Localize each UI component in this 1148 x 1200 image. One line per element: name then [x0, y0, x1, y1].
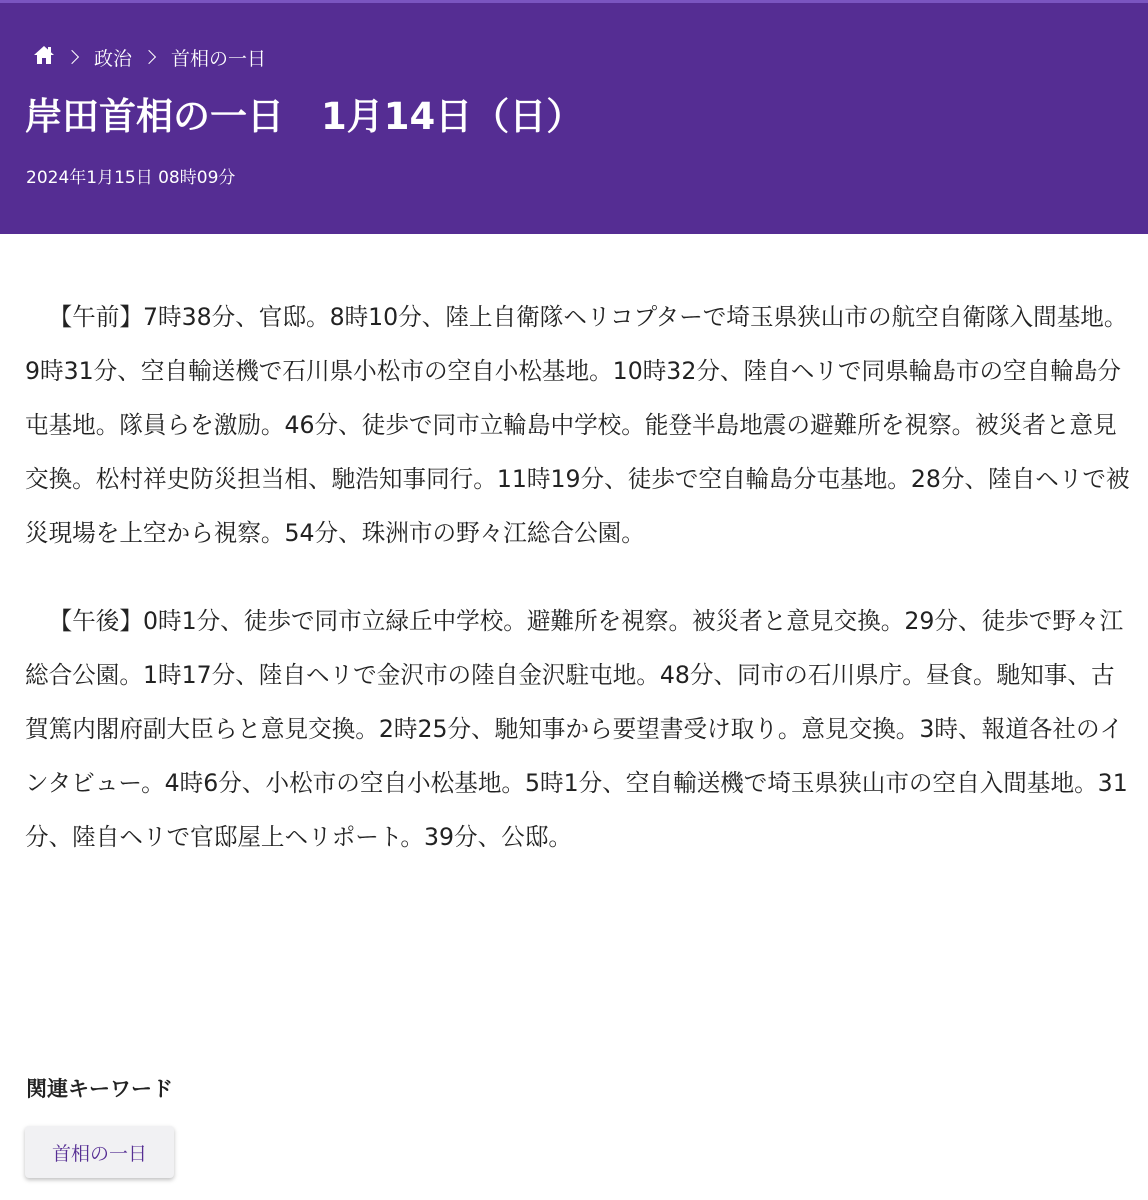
breadcrumb-item-politics[interactable]: 政治: [94, 47, 133, 70]
home-icon: [33, 45, 55, 65]
article-header: [0, 0, 1148, 234]
article-paragraph-afternoon: 【午後】0時1分、徒歩で同市立緑丘中学校。避難所を視察。被災者と意見交換。29分、徒歩で野々江総合公園。1時17分、陸自ヘリで金沢市の陸自金沢駐屯地。48分、同市の石川県庁。昼食。馳知事、古賀篤内閣府副大臣らと意見交換。2時25分、馳知事から要望書受け取り。意見交換。3時、報道各社のインタビュー。4時6分、小松市の空自小松基地。5時1分、空自輸送機で埼玉県狭山市の空自入間基地。31分、陸自ヘリで官邸屋上ヘリポート。39分、公邸。: [25, 607, 1128, 851]
article-paragraph-morning: 【午前】7時38分、官邸。8時10分、陸上自衛隊ヘリコプターで埼玉県狭山市の航空自衛隊入間基地。9時31分、空自輸送機で石川県小松市の空自小松基地。10時32分、陸自ヘリで同県輪島市の空自輪島分屯基地。隊員らを激励。46分、徒歩で同市立輪島中学校。能登半島地震の避難所を視察。被災者と意見交換。松村祥史防災担当相、馳浩知事同行。11時19分、徒歩で空自輪島分屯基地。28分、陸自ヘリで被災現場を上空から視察。54分、珠洲市の野々江総合公園。: [25, 303, 1130, 547]
breadcrumb: [33, 43, 266, 71]
chevron-right-icon: [65, 50, 79, 64]
breadcrumb-home[interactable]: [33, 45, 55, 70]
keyword-tag-pm-daily[interactable]: 首相の一日: [25, 1126, 174, 1178]
article-body: [25, 290, 1135, 898]
breadcrumb-item-pm-daily[interactable]: 首相の一日: [171, 47, 267, 70]
related-keywords-heading: 関連キーワード: [26, 1077, 173, 1101]
chevron-right-icon: [142, 50, 156, 64]
publish-timestamp: 2024年1月15日 08時09分: [26, 168, 236, 188]
page-title: 岸田首相の一日 1月14日（日）: [25, 95, 584, 138]
